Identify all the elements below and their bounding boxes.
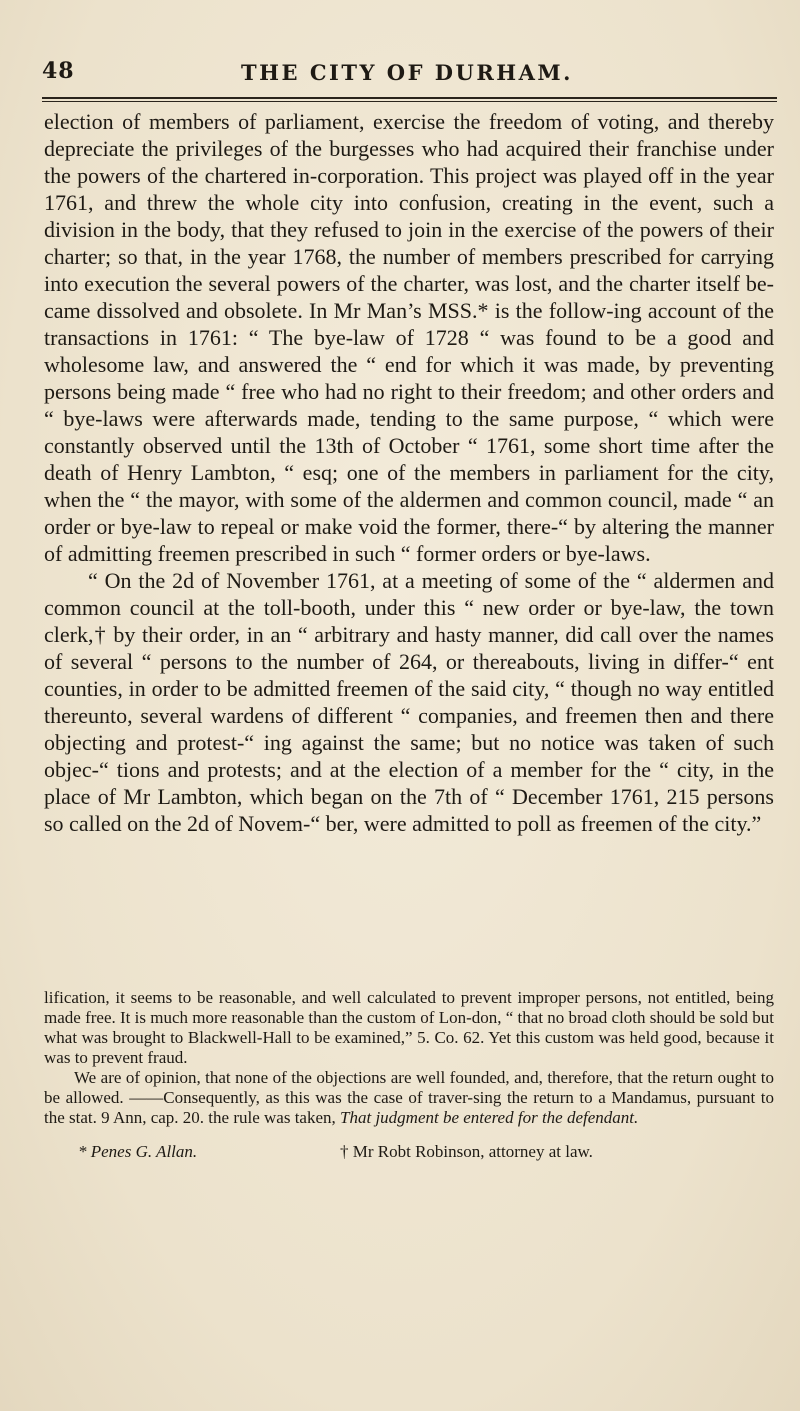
side-notes bbox=[44, 988, 774, 1128]
running-title: THE CITY OF DURHAM. bbox=[241, 60, 573, 85]
main-paragraph-1: election of members of parliament, exercise the freedom of voting, and thereby depreciate the privileges of the burgesses who had acquired their franchise under the powers of the chartered in-corporation. This project was played off in the year 1761, and threw the whole city into confusion, creating in the event, such a division in the body, that they refused to join in the exercise of the powers of their charter; so that, in the year 1768, the number of members prescribed for carrying into execution the several powers of the charter, was lost, and the charter itself be-came dissolved and obsolete. In Mr Man’s MSS.* is the follow-ing account of the transactions in 1761: “ The bye-law of 1728 “ was found to be a good and wholesome law, and answered the “ end for which it was made, by preventing persons being made “ free who had no right to their freedom; and other orders and “ bye-laws were afterwards made, tending to the same purpose, “ which were constantly observed until the 13th of October “ 1761, some short time after the death of Henry Lambton, “ esq; one of the members in parliament for the city, when the “ the mayor, with some of the aldermen and common council, made “ an order or bye-law to repeal or make void the former, there-“ by altering the manner of admitting freemen prescribed in such “ former orders or bye-laws. bbox=[44, 109, 774, 566]
main-text bbox=[44, 108, 774, 837]
main-paragraph-2: “ On the 2d of November 1761, at a meeting of some of the “ aldermen and common council at the toll-booth, under this “ new order or bye-law, the town clerk,† by their order, in an “ arbitrary and hasty manner, did call over the names of several “ persons to the number of 264, or thereabouts, living in differ-“ ent counties, in order to be admitted freemen of the said city, “ though no way entitled thereunto, several wardens of different “ companies, and freemen then and there objecting and protest-“ ing against the same; but no notice was taken of such objec-“ tions and protests; and at the election of a member for the “ city, in the place of Mr Lambton, which began on the 7th of “ December 1761, 215 persons so called on the 2d of Novem-“ ber, were admitted to poll as freemen of the city.” bbox=[44, 568, 774, 836]
header-rule-thick bbox=[42, 97, 777, 99]
note-paragraph-2-text: We are of opinion, that none of the objections are well founded, and, therefore, that the return ought to be allowed. ——Consequently, as this was the case of traver-sing the return to a Mandamus, pursuant to the stat. 9 Ann, cap. 20. the rule was taken, bbox=[44, 1068, 774, 1127]
page-header bbox=[42, 58, 772, 88]
note-paragraph-1: lification, it seems to be reasonable, and well calculated to prevent improper persons, not entitled, being made free. It is much more reasonable than the custom of Lon-don, “ that no broad cloth should be sold but what was brought to Blackwell-Hall to be examined,” 5. Co. 62. Yet this custom was held good, because it was to prevent fraud. bbox=[44, 988, 774, 1067]
footnote-star: * Penes G. Allan. bbox=[78, 1142, 198, 1161]
footnotes bbox=[78, 1142, 768, 1164]
note-paragraph-2-italic: That judgment be entered for the defendant. bbox=[340, 1108, 639, 1127]
header-rule-thin bbox=[42, 101, 777, 102]
note-paragraph-2 bbox=[44, 1068, 774, 1128]
footnote-dagger: † Mr Robt Robinson, attorney at law. bbox=[340, 1142, 593, 1161]
page-number: 48 bbox=[42, 58, 75, 84]
